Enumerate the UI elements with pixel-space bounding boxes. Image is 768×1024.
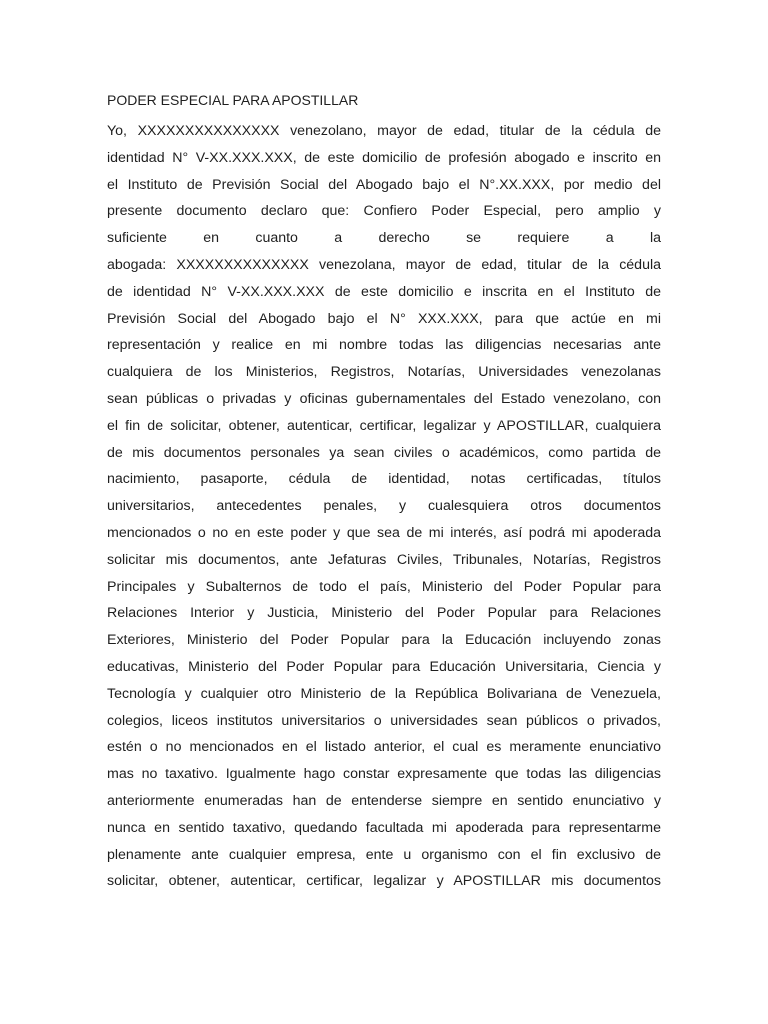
document-line: el Instituto de Previsión Social del Abogado bajo el N°.XX.XXX, por medio del xyxy=(107,176,661,193)
document-line: Previsión Social del Abogado bajo el N° XXX.XXX, para que actúe en mi xyxy=(107,310,661,327)
document-line: colegios, liceos institutos universitarios o universidades sean públicos o privados, xyxy=(107,712,661,729)
document-line: anteriormente enumeradas han de entenderse siempre en sentido enunciativo y xyxy=(107,792,661,809)
document-line: estén o no mencionados en el listado anterior, el cual es meramente enunciativo xyxy=(107,739,661,756)
document-line: nunca en sentido taxativo, quedando facultada mi apoderada para representarme xyxy=(107,819,661,836)
document-line: Principales y Subalternos de todo el país, Ministerio del Poder Popular para xyxy=(107,578,661,595)
document-line: el fin de solicitar, obtener, autenticar, certificar, legalizar y APOSTILLAR, cualquiera xyxy=(107,417,661,434)
document-line: solicitar mis documentos, ante Jefaturas Civiles, Tribunales, Notarías, Registros xyxy=(107,551,661,568)
document-body xyxy=(107,118,661,895)
document-line: de identidad N° V-XX.XXX.XXX de este domicilio e inscrita en el Instituto de xyxy=(107,283,661,300)
document-line: Tecnología y cualquier otro Ministerio de la República Bolivariana de Venezuela, xyxy=(107,685,661,702)
document-line: plenamente ante cualquier empresa, ente u organismo con el fin exclusivo de xyxy=(107,846,661,863)
document-line: cualquiera de los Ministerios, Registros, Notarías, Universidades venezolanas xyxy=(107,364,661,381)
document-line: Exteriores, Ministerio del Poder Popular para la Educación incluyendo zonas xyxy=(107,632,661,649)
document-line: universitarios, antecedentes penales, y cualesquiera otros documentos xyxy=(107,498,661,515)
document-line: de mis documentos personales ya sean civiles o académicos, como partida de xyxy=(107,444,661,461)
document-line: representación y realice en mi nombre todas las diligencias necesarias ante xyxy=(107,337,661,354)
document-line: abogada: XXXXXXXXXXXXXX venezolana, mayor de edad, titular de la cédula xyxy=(107,256,661,273)
document-line: Yo, XXXXXXXXXXXXXXX venezolano, mayor de edad, titular de la cédula de xyxy=(107,123,661,139)
document-title: PODER ESPECIAL PARA APOSTILLAR xyxy=(107,92,359,108)
document-line: mencionados o no en este poder y que sea de mi interés, así podrá mi apoderada xyxy=(107,524,661,541)
document-line: sean públicas o privadas y oficinas gubernamentales del Estado venezolano, con xyxy=(107,390,661,407)
document-line: presente documento declaro que: Confiero Poder Especial, pero amplio y xyxy=(107,203,661,220)
document-line: educativas, Ministerio del Poder Popular para Educación Universitaria, Ciencia y xyxy=(107,658,661,675)
document-line: mas no taxativo. Igualmente hago constar expresamente que todas las diligencias xyxy=(107,766,661,783)
document-line: solicitar, obtener, autenticar, certificar, legalizar y APOSTILLAR mis documentos xyxy=(107,873,661,890)
document-line: Relaciones Interior y Justicia, Ministerio del Poder Popular para Relaciones xyxy=(107,605,661,622)
document-line: suficiente en cuanto a derecho se requiere a la xyxy=(107,230,661,247)
document-page xyxy=(107,90,661,895)
document-line: nacimiento, pasaporte, cédula de identidad, notas certificadas, títulos xyxy=(107,471,661,488)
document-line: identidad N° V-XX.XXX.XXX, de este domicilio de profesión abogado e inscrito en xyxy=(107,149,661,166)
